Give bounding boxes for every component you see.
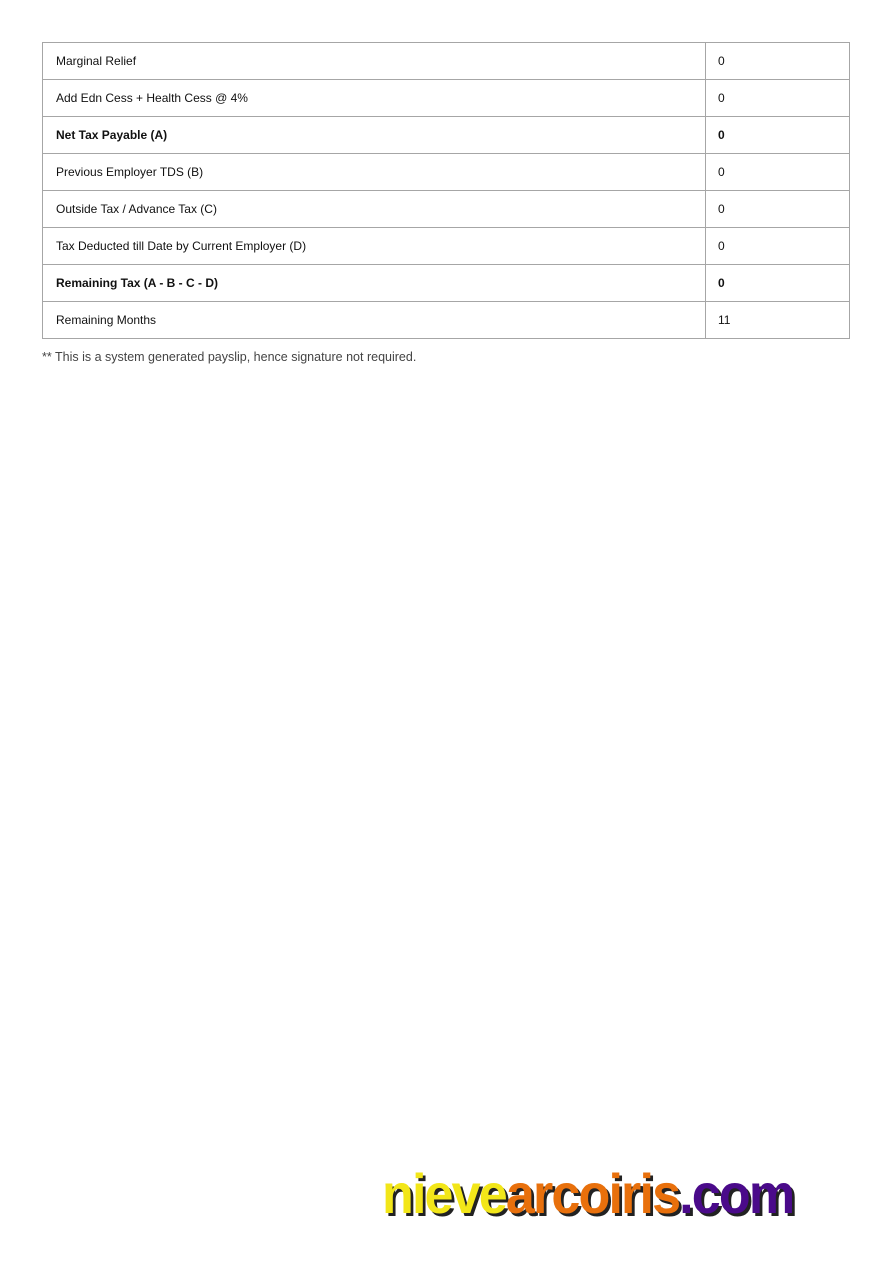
row-label: Marginal Relief <box>43 43 706 80</box>
system-generated-footnote: ** This is a system generated payslip, hence signature not required. <box>42 350 417 364</box>
row-label: Add Edn Cess + Health Cess @ 4% <box>43 80 706 117</box>
row-value: 0 <box>706 265 850 302</box>
row-label: Remaining Months <box>43 302 706 339</box>
table-row-remaining-months <box>43 302 850 339</box>
table-row-tax-deducted <box>43 228 850 265</box>
table-row-net-tax-payable <box>43 117 850 154</box>
row-value: 0 <box>706 191 850 228</box>
watermark-logo <box>382 1162 794 1225</box>
table-row-previous-employer-tds <box>43 154 850 191</box>
table-row-marginal-relief <box>43 43 850 80</box>
row-label: Net Tax Payable (A) <box>43 117 706 154</box>
row-label: Previous Employer TDS (B) <box>43 154 706 191</box>
table-row-outside-tax <box>43 191 850 228</box>
row-label: Tax Deducted till Date by Current Employer (D) <box>43 228 706 265</box>
table-row-remaining-tax <box>43 265 850 302</box>
row-value: 0 <box>706 43 850 80</box>
watermark-part-3: .com <box>679 1162 794 1225</box>
row-value: 0 <box>706 154 850 191</box>
row-label: Remaining Tax (A - B - C - D) <box>43 265 706 302</box>
tax-summary-table <box>42 42 850 339</box>
row-value: 11 <box>706 302 850 339</box>
watermark-part-1: nieve <box>382 1162 506 1225</box>
watermark-part-2: arcoiris <box>505 1162 680 1225</box>
row-value: 0 <box>706 117 850 154</box>
table-row-cess <box>43 80 850 117</box>
row-value: 0 <box>706 80 850 117</box>
row-value: 0 <box>706 228 850 265</box>
row-label: Outside Tax / Advance Tax (C) <box>43 191 706 228</box>
